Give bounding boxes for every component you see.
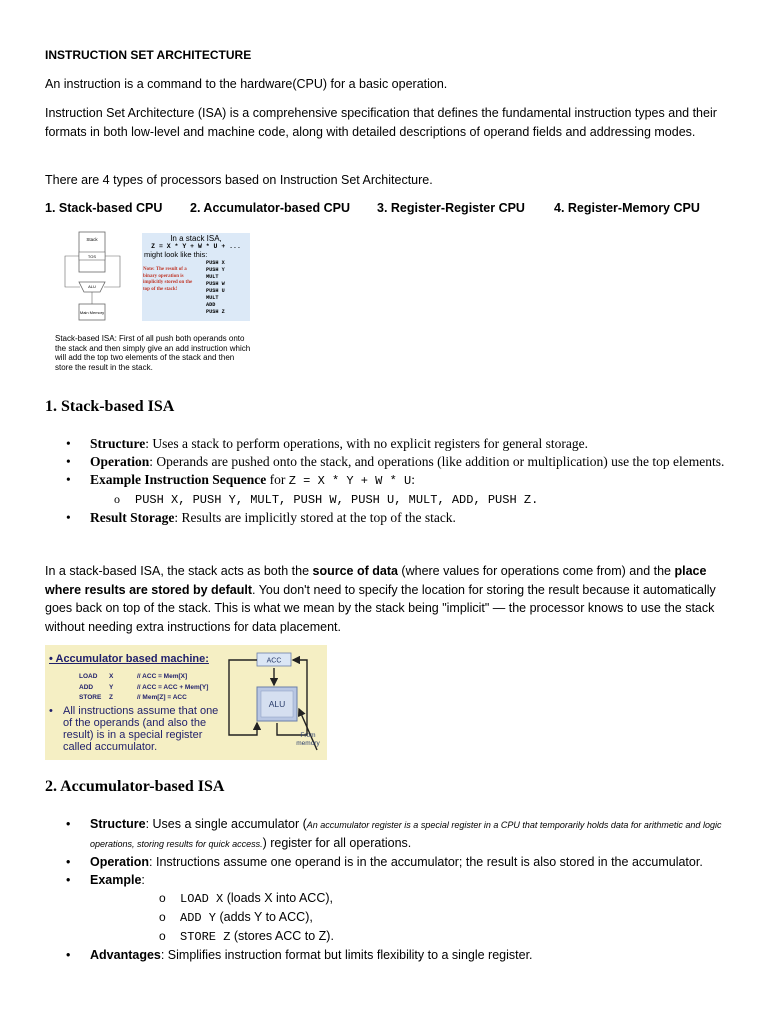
sub-list-item: o ADD Y (adds Y to ACC), <box>135 908 725 927</box>
from-memory-label: From memory <box>296 732 320 747</box>
stack-diagram <box>50 230 145 322</box>
list-item: • Operation: Operands are pushed onto the stack, and operations (like addition or multiplication) use the top elements. <box>45 453 725 471</box>
code-line: PUSH W <box>206 281 225 287</box>
alu-box-label: ALU <box>268 699 286 709</box>
stack-note: Note: The result of a binary operation is implicitly stored on the top of the stack! <box>143 267 193 292</box>
acc-label: ACC <box>266 657 282 665</box>
code-line: MULT <box>206 274 219 280</box>
page-title: INSTRUCTION SET ARCHITECTURE <box>45 48 252 62</box>
stack-label: Stack <box>86 237 98 242</box>
intro-paragraph-3: There are 4 types of processors based on Instruction Set Architecture. <box>45 173 433 187</box>
sub-list-item: o PUSH X, PUSH Y, MULT, PUSH W, PUSH U, MULT, ADD, PUSH Z. <box>90 490 725 509</box>
accumulator-figure-title: • Accumulator based machine: <box>49 653 209 665</box>
code-line: PUSH Z <box>206 309 225 315</box>
code-line: PUSH Y <box>206 267 225 273</box>
alu-label: ALU <box>88 284 96 289</box>
code-row: ADD Y // ACC = ACC + Mem[Y] <box>79 683 209 691</box>
stack-explanation-paragraph: In a stack-based ISA, the stack acts as both the source of data (where values for operations come from) and the place where results are stored by default. You don't need to specify the location for storing the result because it automatically goes back on top of the stack. This is what we mean by the stack being "implicit" — the processor knows to use the stack without needing extra instructions for data placement. <box>45 564 716 634</box>
stack-isa-intro: In a stack ISA, <box>170 234 222 243</box>
code-line: MULT <box>206 295 219 301</box>
list-item: • Structure: Uses a single accumulator (An accumulator register is a special register in a CPU that temporarily holds data for arithmetic and logic operations, storing results for quick access.) register for all operations. <box>45 815 725 853</box>
code-line: PUSH U <box>206 288 225 294</box>
accumulator-figure <box>45 645 327 760</box>
list-item: • Advantages: Simplifies instruction format but limits flexibility to a single register. <box>45 946 725 964</box>
section-2-heading: 2. Accumulator-based ISA <box>45 778 225 795</box>
code-line: ADD <box>206 302 216 308</box>
code-row: LOAD X // ACC = Mem[X] <box>79 673 188 680</box>
main-memory-label: Main Memory <box>79 310 105 315</box>
sub-list-item: o LOAD X (loads X into ACC), <box>135 889 725 908</box>
accumulator-bullet: • All instructions assume that one of the operands (and also the result) is in a special register called accumulator. <box>49 705 219 753</box>
cpu-type-1: 1. Stack-based CPU <box>45 201 163 215</box>
stack-code-panel <box>142 233 250 321</box>
cpu-type-3: 3. Register-Register CPU <box>377 201 525 215</box>
intro-paragraph-1: An instruction is a command to the hardware(CPU) for a basic operation. <box>45 77 448 91</box>
stack-isa-figure <box>50 230 250 378</box>
cpu-type-2: 2. Accumulator-based CPU <box>190 201 350 215</box>
sub-list-item: o STORE Z (stores ACC to Z). <box>135 927 725 946</box>
list-item: • Result Storage: Results are implicitly stored at the top of the stack. <box>45 509 725 527</box>
section-1-list <box>45 435 725 527</box>
list-item: • Example Instruction Sequence for Z = X * Y + W * U: o PUSH X, PUSH Y, MULT, PUSH W, PUSH U, MULT, ADD, PUSH Z. <box>45 471 725 509</box>
code-line: PUSH X <box>206 260 225 266</box>
section-2-list <box>45 815 725 964</box>
stack-figure-caption: Stack-based ISA: First of all push both operands onto the stack and then simply give an add instruction which will add the top two elements of the stack and then store the result in the stack. <box>55 334 251 372</box>
code-row: STORE Z // Mem[Z] = ACC <box>79 694 187 701</box>
accumulator-code <box>79 672 208 704</box>
list-item: • Example: o LOAD X (loads X into ACC), o ADD Y (adds Y to ACC), o STORE Z (stores ACC to Z). <box>45 871 725 946</box>
intro-paragraph-2: Instruction Set Architecture (ISA) is a comprehensive specification that defines the fundamental instruction types and their formats in both low-level and machine code, along with detailed descriptions of operand fields and addressing modes. <box>45 106 717 139</box>
tos-label: TOS <box>87 254 97 259</box>
stack-equation: Z = X * Y + W * U + ... <box>151 243 241 250</box>
stack-code-list <box>206 260 225 316</box>
list-item: • Operation: Instructions assume one operand is in the accumulator; the result is also stored in the accumulator. <box>45 853 725 871</box>
stack-might-look: might look like this: <box>144 250 208 259</box>
section-1-heading: 1. Stack-based ISA <box>45 398 175 415</box>
cpu-type-4: 4. Register-Memory CPU <box>554 201 700 215</box>
list-item: • Structure: Uses a stack to perform operations, with no explicit registers for general storage. <box>45 435 725 453</box>
